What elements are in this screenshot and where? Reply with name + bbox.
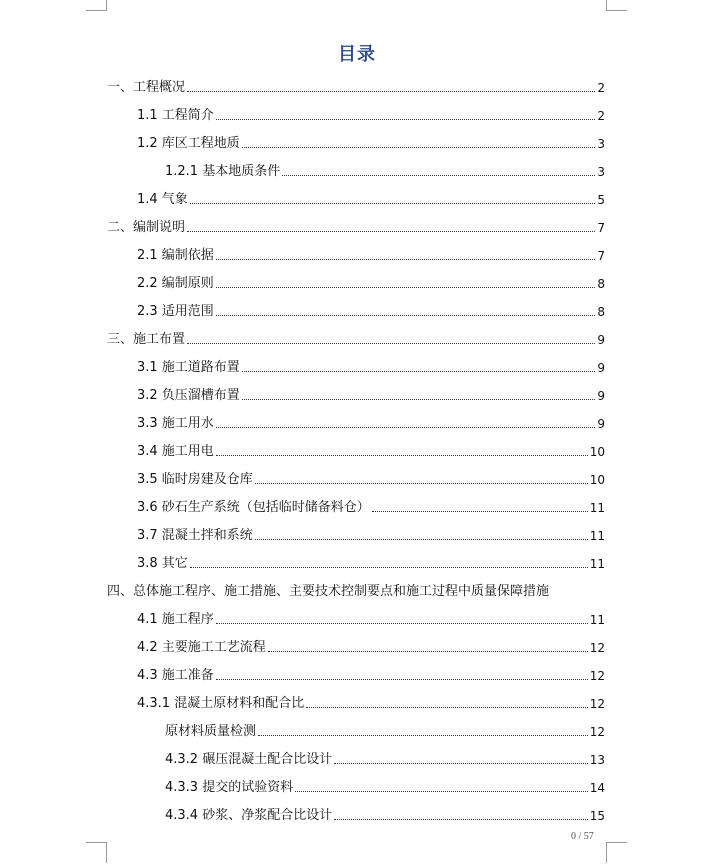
toc-entry-page: 12 <box>589 669 605 683</box>
toc-entry-label: 3.8 其它 <box>137 556 188 571</box>
toc-entry-page: 11 <box>589 613 605 627</box>
toc-entry[interactable] <box>137 356 605 376</box>
dot-leader <box>282 175 595 176</box>
toc-entry-page: 9 <box>597 333 605 347</box>
toc-entry[interactable] <box>137 412 605 432</box>
toc-entry-label: 3.2 负压溜槽布置 <box>137 388 240 403</box>
toc-entry-page: 12 <box>589 641 605 655</box>
toc-entry[interactable] <box>137 636 605 656</box>
toc-entry[interactable] <box>137 468 605 488</box>
toc-entry-label: 原材料质量检测 <box>165 724 257 739</box>
toc-entry-label: 1.2.1 基本地质条件 <box>165 164 281 179</box>
toc-entry[interactable] <box>137 692 605 712</box>
toc-entry-label: 2.2 编制原则 <box>137 276 214 291</box>
dot-leader <box>372 511 588 512</box>
dot-leader <box>216 259 596 260</box>
dot-leader <box>216 679 588 680</box>
toc-entry[interactable] <box>137 104 605 124</box>
dot-leader <box>187 91 595 92</box>
toc-entry-page: 14 <box>589 781 605 795</box>
dot-leader <box>306 707 588 708</box>
dot-leader <box>268 651 588 652</box>
dot-leader <box>190 203 596 204</box>
toc-entry-page: 5 <box>597 193 605 207</box>
toc-title: 目录 <box>338 44 376 65</box>
crop-mark-bottom-left <box>86 842 107 863</box>
toc-entry-page: 9 <box>597 361 605 375</box>
toc-entry-label: 二、编制说明 <box>107 220 186 235</box>
toc-entry-label: 4.3.2 碾压混凝土配合比设计 <box>165 752 333 767</box>
toc-entry[interactable] <box>137 440 605 460</box>
toc-entry-page: 7 <box>597 221 605 235</box>
toc-entry-label: 3.1 施工道路布置 <box>137 360 240 375</box>
toc-entry-label: 4.1 施工程序 <box>137 612 214 627</box>
toc-entry[interactable] <box>165 804 605 824</box>
toc-entry-label: 4.2 主要施工工艺流程 <box>137 640 266 655</box>
toc-entry-label: 1.1 工程简介 <box>137 108 214 123</box>
toc-entry-label: 4.3.1 混凝土原材料和配合比 <box>137 696 305 711</box>
toc-entry[interactable] <box>165 776 605 796</box>
dot-leader <box>334 763 588 764</box>
toc-entry[interactable] <box>137 552 605 572</box>
dot-leader <box>242 147 596 148</box>
toc-entry[interactable] <box>107 216 605 236</box>
toc-entry-label: 一、工程概况 <box>107 80 186 95</box>
toc-entry-label: 1.4 气象 <box>137 192 188 207</box>
toc-entry[interactable] <box>165 748 605 768</box>
toc-entry-page: 15 <box>589 809 605 823</box>
dot-leader <box>255 483 588 484</box>
dot-leader <box>255 539 588 540</box>
dot-leader <box>190 567 588 568</box>
toc-entry[interactable] <box>137 188 605 208</box>
dot-leader <box>242 371 596 372</box>
toc-entry-page: 2 <box>597 81 605 95</box>
toc-entry-label: 3.7 混凝土拌和系统 <box>137 528 253 543</box>
dot-leader <box>216 455 588 456</box>
dot-leader <box>187 343 595 344</box>
page-indicator: 0 / 57 <box>571 831 594 842</box>
dot-leader <box>242 399 596 400</box>
toc-entry-page: 3 <box>597 137 605 151</box>
toc-entry-label: 三、施工布置 <box>107 332 186 347</box>
toc-entry[interactable] <box>165 720 605 740</box>
dot-leader <box>216 315 596 316</box>
toc-entry-label: 4.3.4 砂浆、净浆配合比设计 <box>165 808 333 823</box>
crop-mark-top-left <box>86 0 107 11</box>
toc-entry-page: 12 <box>589 697 605 711</box>
toc-entry-page: 13 <box>589 753 605 767</box>
toc-entry-page: 9 <box>597 389 605 403</box>
toc-entry-page: 2 <box>597 109 605 123</box>
toc-entry-page: 11 <box>589 529 605 543</box>
dot-leader <box>295 791 588 792</box>
crop-mark-top-right <box>606 0 627 11</box>
toc-entry-page: 10 <box>589 445 605 459</box>
toc-entry-label: 2.1 编制依据 <box>137 248 214 263</box>
dot-leader <box>216 119 596 120</box>
toc-entry-page: 9 <box>597 417 605 431</box>
dot-leader <box>216 427 596 428</box>
toc-entry[interactable] <box>137 496 605 516</box>
toc-entry[interactable] <box>107 76 605 96</box>
toc-entry[interactable] <box>137 524 605 544</box>
toc-entry-label: 3.4 施工用电 <box>137 444 214 459</box>
toc-entry[interactable] <box>137 664 605 684</box>
toc-entry[interactable] <box>107 328 605 348</box>
toc-entry-page: 7 <box>597 249 605 263</box>
toc-entry-label: 3.3 施工用水 <box>137 416 214 431</box>
toc-entry[interactable] <box>137 272 605 292</box>
toc-entry-page: 8 <box>597 305 605 319</box>
dot-leader <box>216 623 588 624</box>
toc-entry-label: 4.3 施工准备 <box>137 668 214 683</box>
toc-entry-label: 3.6 砂石生产系统（包括临时储备料仓） <box>137 500 370 515</box>
toc-entry[interactable] <box>165 160 605 180</box>
dot-leader <box>334 819 588 820</box>
dot-leader <box>216 287 596 288</box>
toc-entry-page: 8 <box>597 277 605 291</box>
toc-entry-label: 3.5 临时房建及仓库 <box>137 472 253 487</box>
toc-entry-page: 10 <box>589 473 605 487</box>
toc-entry-label: 4.3.3 提交的试验资料 <box>165 780 294 795</box>
toc-entry[interactable] <box>137 132 605 152</box>
toc-entry[interactable] <box>137 608 605 628</box>
crop-mark-bottom-right <box>606 842 627 863</box>
toc-entry-label: 1.2 库区工程地质 <box>137 136 240 151</box>
toc-entry-page: 12 <box>589 725 605 739</box>
toc-entry-page: 11 <box>589 501 605 515</box>
toc-entry-label: 2.3 适用范围 <box>137 304 214 319</box>
toc-entry[interactable] <box>107 580 605 600</box>
toc-entry[interactable] <box>137 384 605 404</box>
toc-entry[interactable] <box>137 300 605 320</box>
toc-entry-page: 11 <box>589 557 605 571</box>
dot-leader <box>187 231 595 232</box>
dot-leader <box>258 735 588 736</box>
toc-entry-label: 四、总体施工程序、施工措施、主要技术控制要点和施工过程中质量保障措施 <box>107 584 550 599</box>
toc-entry[interactable] <box>137 244 605 264</box>
toc-entry-page: 3 <box>597 165 605 179</box>
